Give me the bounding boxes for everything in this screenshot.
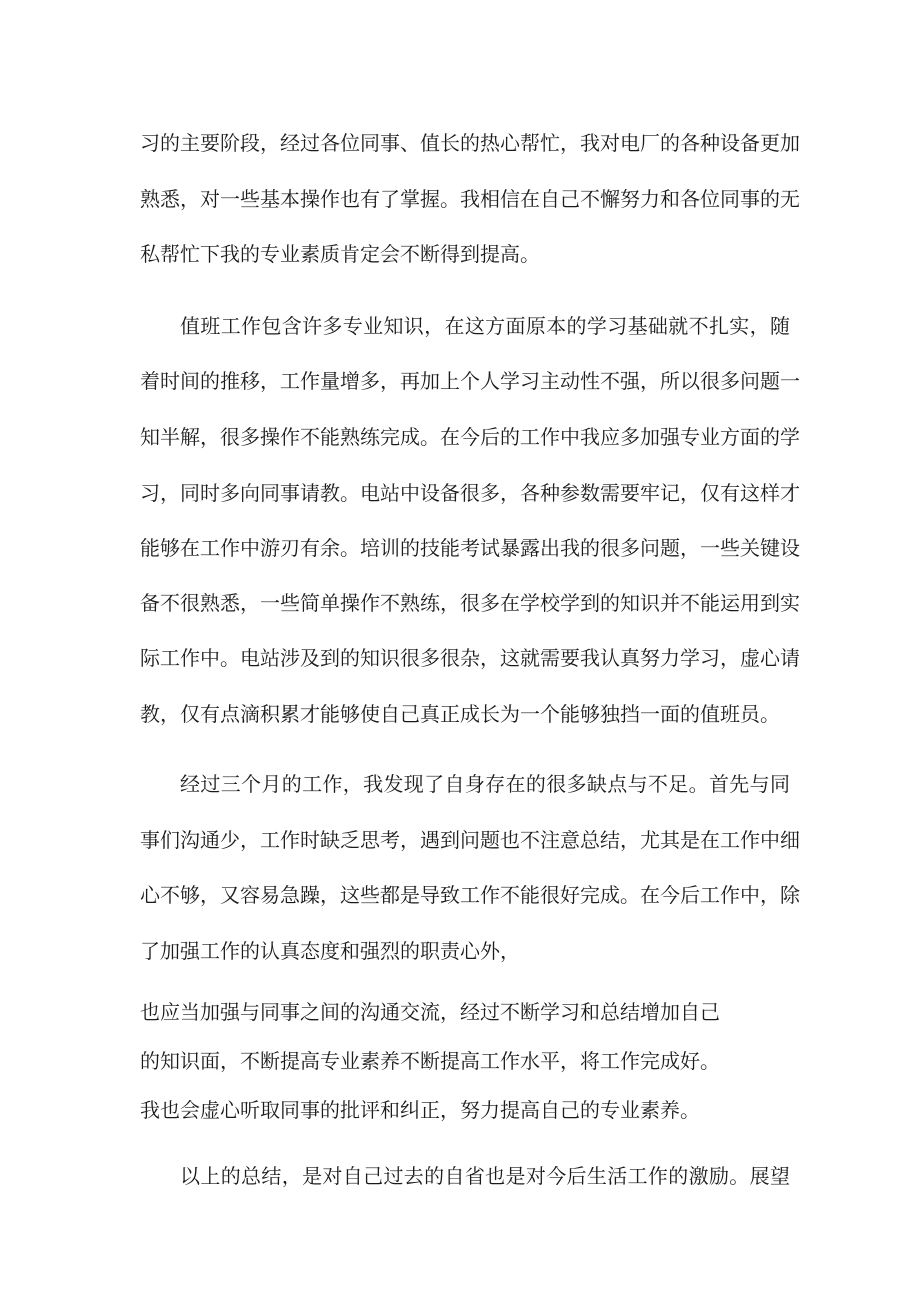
- paragraph-2-line-4: 习，同时多向同事请教。电站中设备很多，各种参数需要牢记，仅有这样才: [140, 481, 800, 505]
- paragraph-4-line-2: 的知识面，不断提高专业素养不断提高工作水平，将工作完成好。: [140, 1049, 720, 1073]
- paragraph-4-line-3: 我也会虚心听取同事的批评和纠正，努力提高自己的专业素养。: [140, 1098, 700, 1122]
- paragraph-3-line-3: 心不够，又容易急躁，这些都是导致工作不能很好完成。在今后工作中，除: [140, 883, 800, 907]
- paragraph-3-line-4: 了加强工作的认真态度和强烈的职责心外，: [140, 939, 520, 963]
- paragraph-3-line-1: 经过三个月的工作，我发现了自身存在的很多缺点与不足。首先与同: [180, 772, 790, 796]
- paragraph-2-line-8: 教，仅有点滴积累才能够使自己真正成长为一个能够独挡一面的值班员。: [140, 702, 780, 726]
- paragraph-4-line-1: 也应当加强与同事之间的沟通交流，经过不断学习和总结增加自己: [140, 1000, 720, 1024]
- paragraph-2-line-7: 际工作中。电站涉及到的知识很多很杂，这就需要我认真努力学习，虚心请: [140, 646, 800, 670]
- paragraph-3-line-2: 事们沟通少，工作时缺乏思考，遇到问题也不注意总结，尤其是在工作中细: [140, 828, 800, 852]
- paragraph-2-line-2: 着时间的推移，工作量增多，再加上个人学习主动性不强，所以很多问题一: [140, 369, 800, 393]
- paragraph-2-line-5: 能够在工作中游刃有余。培训的技能考试暴露出我的很多问题，一些关键设: [140, 536, 800, 560]
- paragraph-5-line-1: 以上的总结，是对自己过去的自省也是对今后生活工作的激励。展望: [180, 1164, 790, 1188]
- paragraph-2-line-6: 备不很熟悉，一些简单操作不熟练，很多在学校学到的知识并不能运用到实: [140, 591, 800, 615]
- paragraph-2-line-3: 知半解，很多操作不能熟练完成。在今后的工作中我应多加强专业方面的学: [140, 425, 800, 449]
- paragraph-2-line-1: 值班工作包含许多专业知识，在这方面原本的学习基础就不扎实，随: [180, 314, 790, 338]
- paragraph-1-line-2: 熟悉，对一些基本操作也有了掌握。我相信在自己不懈努力和各位同事的无: [140, 187, 800, 211]
- paragraph-1-line-3: 私帮忙下我的专业素质肯定会不断得到提高。: [140, 242, 540, 266]
- paragraph-1-line-1: 习的主要阶段，经过各位同事、值长的热心帮忙，我对电厂的各种设备更加: [140, 131, 800, 155]
